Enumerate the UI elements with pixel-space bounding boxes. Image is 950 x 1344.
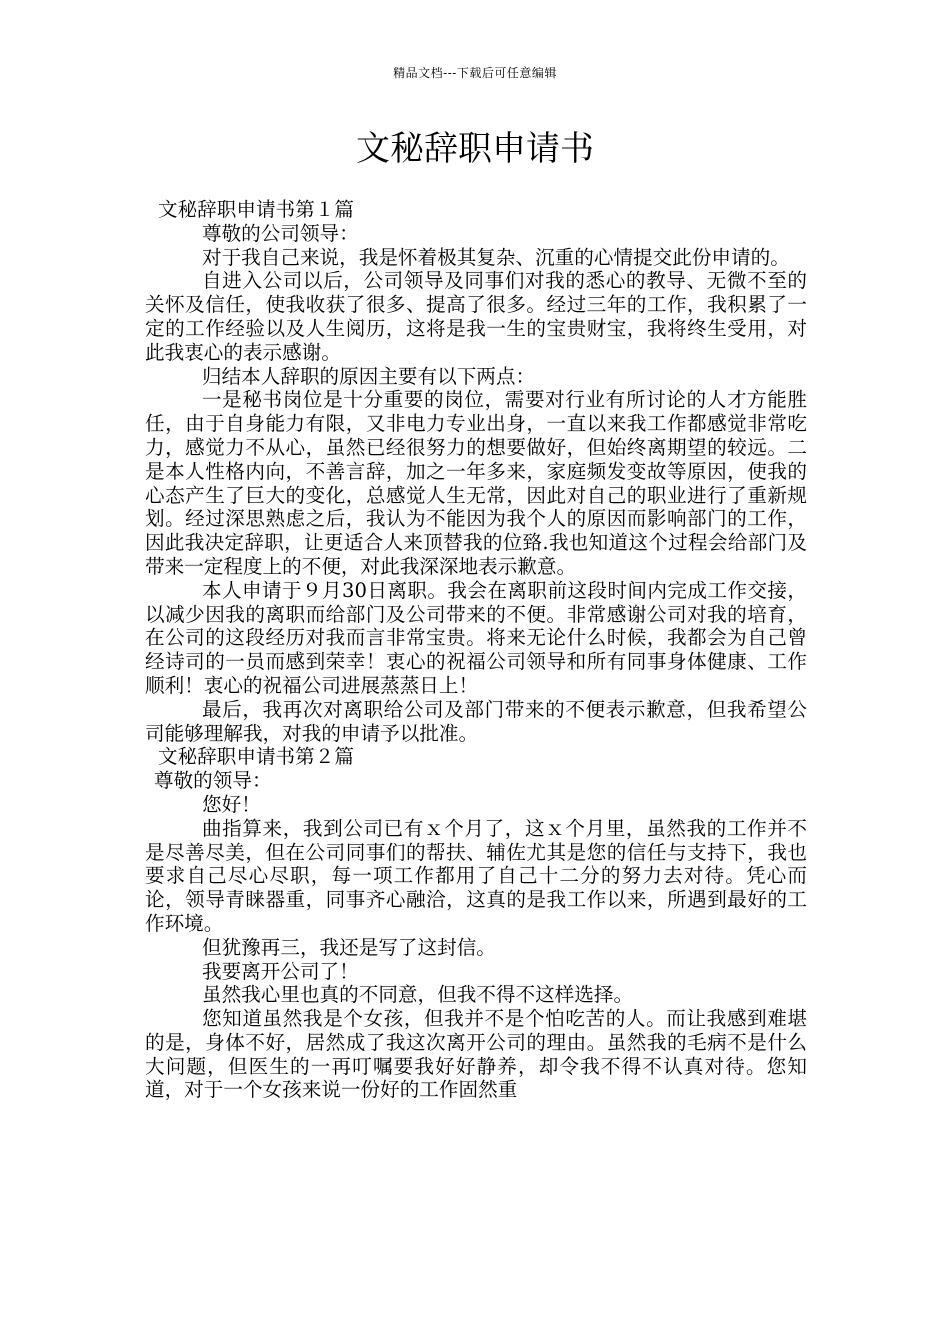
body-paragraph: 一是秘书岗位是十分重要的岗位，需要对行业有所讨论的人才方能胜任，由于自身能力有限，又非电力专业出身，一直以来我工作都感觉非常吃力，感觉力不从心，虽然已经很努力的想要做好，但始终离期望的较远。二是本人性格内向，不善言辞，加之一年多来，家庭频发变故等原因，使我的心态产生了巨大的变化，总感觉人生无常，因此对自己的职业进行了重新规划。经过深思熟虑之后，我认为不能因为我个人的原因而影响部门的工作，因此我决定辞职，让更适合人来顶替我的位臵.我也知道这个过程会给部门及带来一定程度上的不便，对此我深深地表示歉意。 [145,388,807,578]
body-paragraph: 本人申请于９月30日离职。我会在离职前这段时间内完成工作交接，以减少因我的离职而给部门及公司带来的不便。非常感谢公司对我的培育，在公司的这段经历对我而言非常宝贵。将来无论什么时候，我都会为自己曾经诗司的一员而感到荣幸！衷心的祝福公司领导和所有同事身体健康、工作顺利！衷心的祝福公司进展蒸蒸日上！ [145,578,807,697]
document-body [145,198,807,1102]
body-paragraph: 您知道虽然我是个女孩，但我并不是个怕吃苦的人。而让我感到难堪的是，身体不好，居然成了我这次离开公司的理由。虽然我的毛病不是什么大问题，但医生的一再叮嘱要我好好静养，却令我不得不认真对待。您知道，对于一个女孩来说一份好的工作固然重 [145,1007,807,1102]
body-paragraph: 虽然我心里也真的不同意，但我不得不这样选择。 [202,983,634,1007]
body-paragraph: 对于我自己来说，我是怀着极其复杂、沉重的心情提交此份申请的。 [202,245,790,269]
section-heading: 文秘辞职申请书第２篇 [158,745,354,769]
document-title: 文秘辞职申请书 [356,129,594,169]
body-paragraph: 最后，我再次对离职给公司及部门带来的不便表示歉意，但我希望公司能够理解我，对我的申请予以批准。 [145,697,807,745]
body-paragraph: 但犹豫再三，我还是写了这封信。 [202,935,496,959]
body-paragraph: 自进入公司以后，公司领导及同事们对我的悉心的教导、无微不至的关怀及信任，使我收获了很多、提高了很多。经过三年的工作，我积累了一定的工作经验以及人生阅历，这将是我一生的宝贵财宝，我将终生受用，对此我衷心的表示感谢。 [145,269,807,364]
body-paragraph: 我要离开公司了！ [202,959,359,983]
salutation: 尊敬的领导： [154,769,272,793]
page-header-watermark: 精品文档---下载后可任意编辑 [393,66,557,80]
salutation: 尊敬的公司领导： [202,221,359,245]
greeting: 您好！ [202,792,261,816]
body-paragraph: 归结本人辞职的原因主要有以下两点： [202,364,536,388]
section-heading: 文秘辞职申请书第１篇 [158,198,354,221]
body-paragraph: 曲指算来，我到公司已有ｘ个月了，这ｘ个月里，虽然我的工作并不是尽善尽美，但在公司同事们的帮扶、辅佐尤其是您的信任与支持下，我也要求自己尽心尽职，每一项工作都用了自己十二分的努力去对待。凭心而论，领导青睐器重，同事齐心融洽，这真的是我工作以来，所遇到最好的工作环境。 [145,816,807,935]
